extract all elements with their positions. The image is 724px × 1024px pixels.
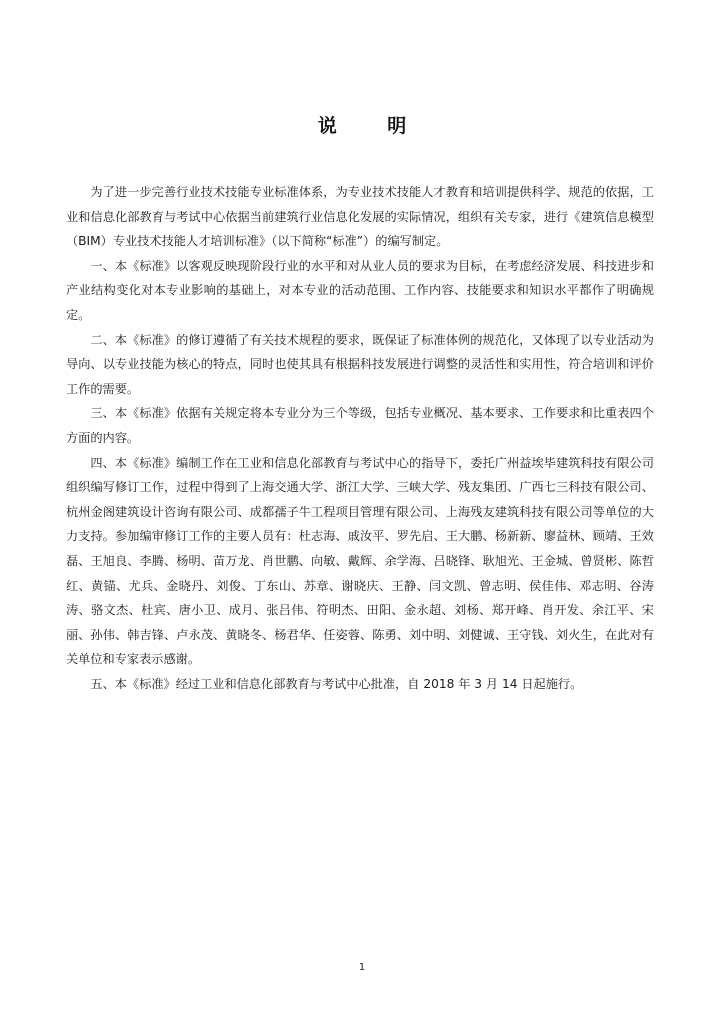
intro-paragraph: 为了进一步完善行业技术技能专业标准体系，为专业技术技能人才教育和培训提供科学、规范的依据，工业和信息化部教育与考试中心依据当前建筑行业信息化发展的实际情况，组织有关专家，进行《建筑信息模型（BIM）专业技术技能人才培训标准》（以下简称“标准”）的编写制定。 xyxy=(66,185,654,249)
paragraph-5-effective-date: 五、本《标准》经过工业和信息化部教育与考试中心批准，自 2018 年 3 月 14 日起施行。 xyxy=(90,676,583,691)
paragraph-2-revision: 二、本《标准》的修订遵循了有关技术规程的要求，既保证了标准体例的规范化，又体现了以专业活动为导向、以专业技能为核心的特点，同时也使其具有根据科技发展进行调整的灵活性和实用性，符合培训和评价工作的需要。 xyxy=(66,332,654,396)
page-title: 说 明 xyxy=(317,115,429,137)
paragraph-4-acknowledgements: 四、本《标准》编制工作在工业和信息化部教育与考试中心的指导下，委托广州益埃毕建筑科技有限公司组织编写修订工作，过程中得到了上海交通大学、浙江大学、三峡大学、残友集团、广西七三科技有限公司、杭州金阁建筑设计咨询有限公司、成都孺子牛工程项目管理有限公司、上海残友建筑科技有限公司等单位的大力支持。参加编审修订工作的主要人员有：杜志海、戚汝平、罗先启、王大鹏、杨新新、廖益林、顾靖、王效磊、王旭良、李腾、杨明、苗万龙、肖世鹏、向敏、戴辉、余学海、吕晓锋、耿旭光、王金城、曾贤彬、陈哲红、黄锚、尤兵、金晓丹、刘俊、丁东山、苏章、谢晓庆、王静、闫文凯、曾志明、侯佳伟、邓志明、谷涛涛、骆文杰、杜宾、唐小卫、成月、张吕伟、符明杰、田阳、金永超、刘杨、郑开峰、肖开发、余江平、宋丽、孙伟、韩吉锋、卢永茂、黄晓冬、杨君华、任姿蓉、陈勇、刘中明、刘健诚、王守钱、刘火生，在此对有关单位和专家表示感谢。 xyxy=(66,455,654,667)
document-body xyxy=(66,180,654,696)
paragraph-1-objective: 一、本《标准》以客观反映现阶段行业的水平和对从业人员的要求为目标，在考虑经济发展、科技进步和产业结构变化对本专业影响的基础上，对本专业的活动范围、工作内容、技能要求和知识水平都作了明确规定。 xyxy=(66,258,654,322)
paragraph-3-levels: 三、本《标准》依据有关规定将本专业分为三个等级，包括专业概况、基本要求、工作要求和比重表四个方面的内容。 xyxy=(66,406,654,445)
page-number: 1 xyxy=(358,962,366,973)
